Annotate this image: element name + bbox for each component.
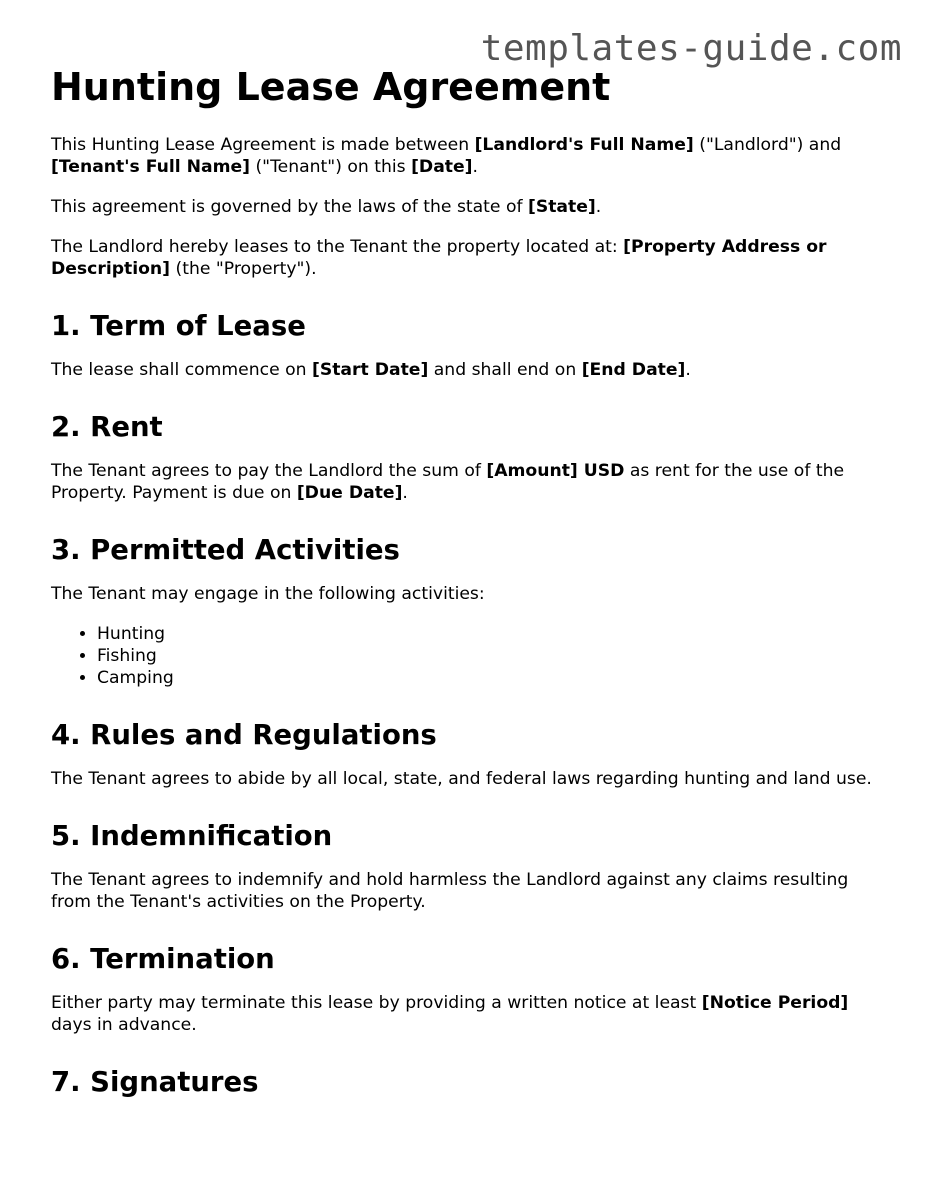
- document-body: [51, 62, 881, 1100]
- rent-paragraph: The Tenant agrees to pay the Landlord the sum of [Amount] USD as rent for the use of the Property. Payment is due on [Due Date].: [51, 461, 845, 503]
- rules-paragraph: The Tenant agrees to abide by all local, state, and federal laws regarding hunting and land use.: [51, 769, 872, 789]
- section-heading-rent: 2. Rent: [51, 411, 163, 443]
- section-heading-rules: 4. Rules and Regulations: [51, 719, 437, 751]
- list-item: • Camping: [97, 667, 881, 689]
- activities-paragraph: The Tenant may engage in the following activities:: [51, 584, 485, 604]
- termination-paragraph: Either party may terminate this lease by providing a written notice at least [Notice Period] days in advance.: [51, 993, 849, 1035]
- landlord-name-placeholder: [Landlord's Full Name]: [474, 135, 694, 155]
- end-date-placeholder: [End Date]: [581, 360, 686, 380]
- intro-parties-paragraph: This Hunting Lease Agreement is made between [Landlord's Full Name] ("Landlord") and [Tenant's Full Name] ("Tenant") on this [Date].: [51, 135, 842, 177]
- section-heading-activities: 3. Permitted Activities: [51, 534, 400, 566]
- due-date-placeholder: [Due Date]: [296, 483, 403, 503]
- state-placeholder: [State]: [527, 197, 596, 217]
- section-heading-term: 1. Term of Lease: [51, 310, 306, 342]
- property-placeholder: [Property Address or Description]: [51, 237, 827, 279]
- document-title: Hunting Lease Agreement: [51, 65, 611, 109]
- tenant-name-placeholder: [Tenant's Full Name]: [51, 157, 251, 177]
- section-heading-termination: 6. Termination: [51, 943, 275, 975]
- section-heading-indemnification: 5. Indemnification: [51, 820, 333, 852]
- term-paragraph: The lease shall commence on [Start Date] and shall end on [End Date].: [51, 360, 691, 380]
- date-placeholder: [Date]: [411, 157, 473, 177]
- activities-list: [51, 623, 881, 689]
- start-date-placeholder: [Start Date]: [311, 360, 429, 380]
- list-item: • Hunting: [97, 623, 881, 645]
- indemnification-paragraph: The Tenant agrees to indemnify and hold harmless the Landlord against any claims resulting from the Tenant's activities on the Property.: [51, 870, 849, 912]
- amount-placeholder: [Amount] USD: [486, 461, 625, 481]
- notice-period-placeholder: [Notice Period]: [701, 993, 849, 1013]
- list-item: • Fishing: [97, 645, 881, 667]
- intro-property-paragraph: The Landlord hereby leases to the Tenant the property located at: [Property Address or Description] (the "Property").: [51, 237, 827, 279]
- section-heading-signatures: 7. Signatures: [51, 1066, 259, 1098]
- intro-governing-law-paragraph: This agreement is governed by the laws of the state of [State].: [51, 197, 602, 217]
- watermark: templates-guide.com: [480, 28, 902, 69]
